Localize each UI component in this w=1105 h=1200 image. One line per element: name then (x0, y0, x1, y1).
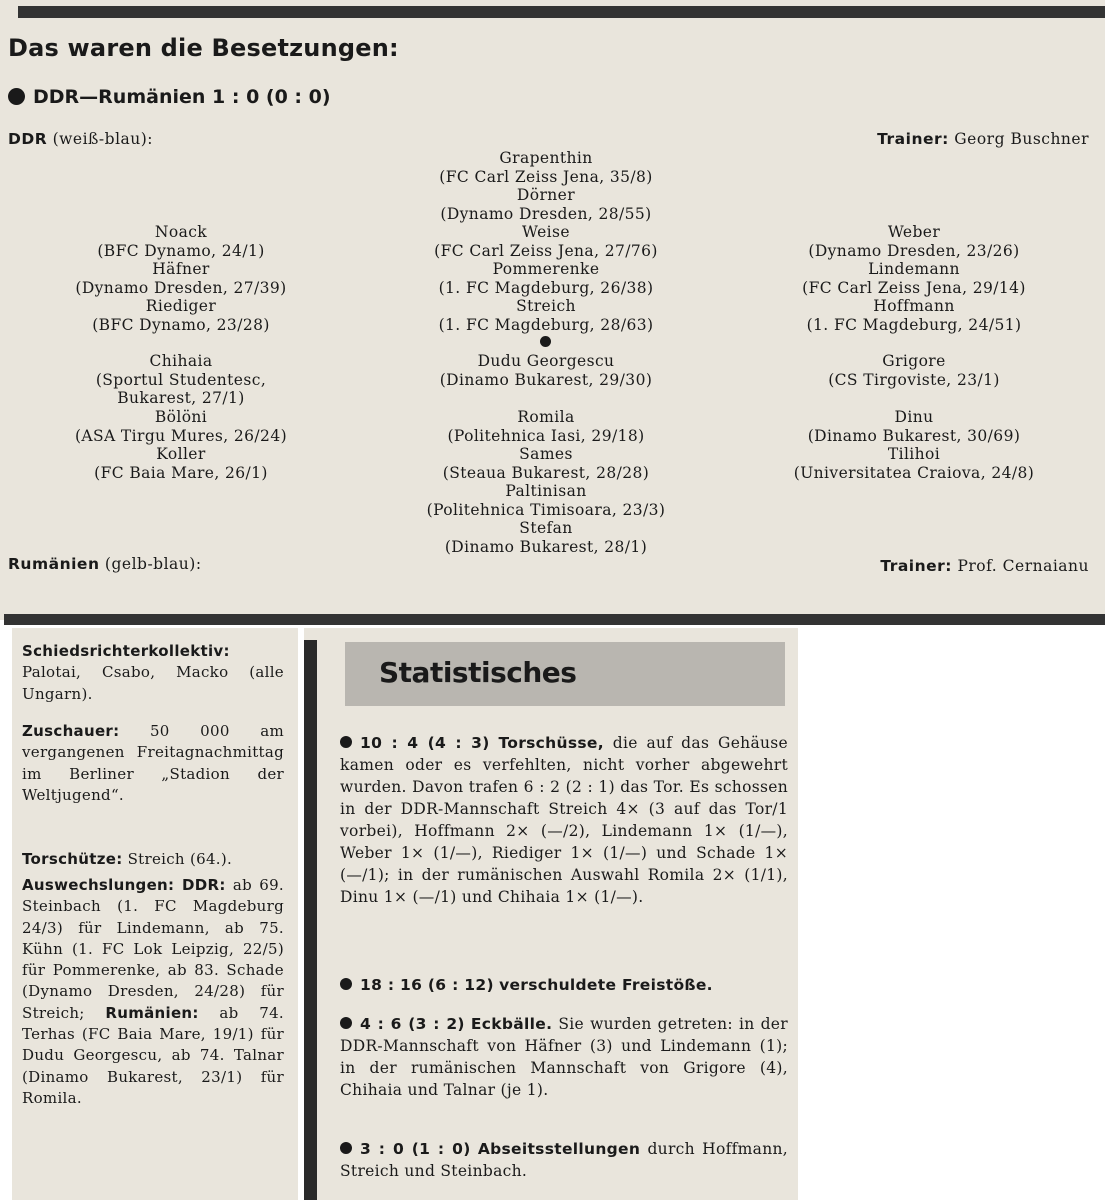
player-name: Romila (517, 408, 575, 426)
rum-trainer-label: Trainer: (880, 557, 953, 575)
player-club: (Steaua Bukarest, 28/28) (442, 463, 650, 482)
ddr-trainer (877, 130, 1089, 148)
bullet-icon (340, 1142, 352, 1154)
player-name: Lindemann (868, 260, 960, 278)
player-rum-4 (31, 408, 331, 445)
player-club: (Sportul Studentesc, (95, 370, 267, 389)
player-name: Noack (154, 223, 208, 241)
player-club: (1. FC Magdeburg, 26/38) (438, 278, 654, 297)
ball-icon (540, 336, 551, 347)
subs-rum-text: ab 74. Terhas (FC Baia Mare, 19/1) für Dudu Georgescu, ab 74. Talnar (Dinamo Bukarest, 23/1) für Romila. (22, 1003, 284, 1107)
player-name: Dudu Georgescu (477, 352, 615, 370)
player-club: (Dynamo Dresden, 23/26) (808, 241, 1020, 260)
player-name: Streich (516, 297, 576, 315)
player-name: Grapenthin (499, 149, 593, 167)
scorer-block (22, 849, 284, 870)
spectators-label: Zuschauer: (22, 722, 120, 740)
player-club: (Dynamo Dresden, 27/39) (75, 278, 287, 297)
offside-label: Abseitsstellungen (477, 1140, 641, 1158)
player-club: (ASA Tirgu Mures, 26/24) (74, 426, 288, 445)
player-club: (BFC Dynamo, 23/28) (92, 315, 270, 334)
rum-colors: (gelb-blau): (104, 555, 202, 573)
player-club: (FC Carl Zeiss Jena, 29/14) (802, 278, 1026, 297)
player-rum-1 (31, 352, 331, 408)
bullet-icon (340, 978, 352, 990)
ddr-trainer-label: Trainer: (877, 130, 949, 148)
freekicks-score: 18 : 16 (6 : 12) (360, 976, 494, 994)
referee-text: Palotai, Csabo, Macko (alle Ungarn). (22, 663, 284, 703)
rum-team-name: Rumänien (8, 555, 100, 573)
stats-corners (340, 1013, 788, 1101)
player-name: Grigore (882, 352, 946, 370)
player-club: (Politehnica Timisoara, 23/3) (426, 500, 666, 519)
player-club: (1. FC Magdeburg, 28/63) (438, 315, 654, 334)
match-score: DDR—Rumänien 1 : 0 (0 : 0) (33, 86, 331, 108)
player-rum-10 (396, 482, 696, 519)
player-ddr-5 (764, 223, 1064, 260)
player-club: (BFC Dynamo, 24/1) (97, 241, 265, 260)
player-ddr-10 (396, 297, 696, 334)
stats-title: Statistisches (379, 656, 577, 689)
ddr-colors: (weiß-blau): (52, 130, 154, 148)
stats-freekicks (340, 974, 788, 996)
player-club: (Dinamo Bukarest, 29/30) (439, 370, 653, 389)
shots-label: Torschüsse, (498, 734, 604, 752)
player-ddr-8 (764, 260, 1064, 297)
player-club-line2: Bukarest, 27/1) (117, 389, 245, 408)
player-rum-3 (764, 352, 1064, 389)
offside-text: durch Hoffmann, Streich und Steinbach. (340, 1140, 788, 1180)
corners-text: Sie wurden getreten: in der DDR-Mannschaft von Häfner (3) und Lindemann (1); in der rumänischen Mannschaft von Grigore (4), Chihaia und Talnar (je 1). (340, 1015, 788, 1099)
player-ddr-4 (396, 223, 696, 260)
player-club: (CS Tirgoviste, 23/1) (828, 370, 1000, 389)
freekicks-label: verschuldete Freistöße. (499, 976, 713, 994)
player-name: Pommerenke (492, 260, 600, 278)
player-ddr-6 (31, 260, 331, 297)
top-rule (18, 6, 1105, 18)
corners-label: Eckbälle. (470, 1015, 553, 1033)
player-ddr-11 (764, 297, 1064, 334)
match-result (8, 86, 331, 108)
player-rum-7 (31, 445, 331, 482)
player-name: Weber (887, 223, 941, 241)
player-rum-5 (396, 408, 696, 445)
bullet-icon (8, 88, 25, 105)
rum-trainer-name: Prof. Cernaianu (957, 557, 1089, 575)
subs-label: Auswechslungen: DDR: (22, 876, 226, 894)
corners-score: 4 : 6 (3 : 2) (360, 1015, 465, 1033)
ddr-team-name: DDR (8, 130, 48, 148)
player-name: Weise (522, 223, 570, 241)
player-name: Häfner (152, 260, 210, 278)
player-name: Riediger (145, 297, 217, 315)
ddr-label (8, 130, 153, 148)
rum-trainer (880, 557, 1089, 575)
player-name: Hoffmann (873, 297, 955, 315)
player-rum-8 (396, 445, 696, 482)
subs-text: ab 69. Steinbach (1. FC Magdeburg 24/3) für Lindemann, ab 75. Kühn (1. FC Lok Leipzig, 22/5) für Pommerenke, ab 83. Schade (Dynamo Dresden, 24/28) für Streich; (22, 876, 284, 1022)
player-club: (FC Baia Mare, 26/1) (94, 463, 268, 482)
subs-block (22, 875, 284, 1109)
player-club: (Universitatea Craiova, 24/8) (793, 463, 1035, 482)
player-name: Chihaia (149, 352, 213, 370)
player-club: (Dinamo Bukarest, 28/1) (444, 537, 648, 556)
offside-score: 3 : 0 (1 : 0) (360, 1140, 471, 1158)
spectators-block (22, 721, 284, 806)
player-ddr-3 (31, 223, 331, 260)
player-rum-6 (764, 408, 1064, 445)
player-name: Koller (156, 445, 206, 463)
referee-block (22, 641, 284, 705)
player-ddr-7 (396, 260, 696, 297)
player-name: Tilihoi (887, 445, 941, 463)
spectators-text: 50 000 am vergangenen Freitagnachmittag im Berliner „Stadion der Weltjugend“. (22, 722, 284, 804)
column-divider (304, 640, 317, 1200)
stats-offside (340, 1138, 788, 1182)
player-name: Stefan (519, 519, 573, 537)
bullet-icon (340, 736, 352, 748)
scorer-text: Streich (64.). (127, 850, 233, 868)
shots-score: 10 : 4 (4 : 3) (360, 734, 490, 752)
bullet-icon (340, 1017, 352, 1029)
shots-text: die auf das Gehäuse kamen oder es verfehlten, nicht vorher abgewehrt wurden. Davon trafen 6 : 2 (2 : 1) das Tor. Es schossen in der DDR-Mannschaft Streich 4× (3 auf das Tor/1 vorbei), Hoffmann 2× (—/2), Lindemann 1× (1/—), Weber 1× (1/—), Riediger 1× (1/—) und Schade 1× (—/1); in der rumänischen Auswahl Romila 2× (1/1), Dinu 1× (—/1) und Chihaia 1× (1/—). (340, 734, 789, 906)
referee-label: Schiedsrichterkollektiv: (22, 642, 230, 660)
player-ddr-1 (396, 149, 696, 186)
subs-rum-label: Rumänien: (105, 1003, 199, 1022)
player-club: (1. FC Magdeburg, 24/51) (806, 315, 1022, 334)
scorer-label: Torschütze: (22, 850, 123, 868)
player-club: (FC Carl Zeiss Jena, 35/8) (439, 167, 653, 186)
player-club: (Dynamo Dresden, 28/55) (440, 204, 652, 223)
page-heading: Das waren die Besetzungen: (8, 34, 399, 62)
player-name: Dörner (516, 186, 576, 204)
player-rum-9 (764, 445, 1064, 482)
rum-label (8, 555, 202, 573)
ddr-trainer-name: Georg Buschner (954, 130, 1089, 148)
player-ddr-2 (396, 186, 696, 223)
player-ddr-9 (31, 297, 331, 334)
stats-shots (340, 732, 788, 908)
player-rum-11 (396, 519, 696, 556)
player-name: Sames (519, 445, 573, 463)
player-club: (Politehnica Iasi, 29/18) (447, 426, 645, 445)
player-club: (Dinamo Bukarest, 30/69) (807, 426, 1021, 445)
stats-column (304, 628, 798, 1200)
player-name: Bölöni (154, 408, 208, 426)
middle-rule (4, 614, 1105, 625)
player-club: (FC Carl Zeiss Jena, 27/76) (434, 241, 658, 260)
player-name: Paltinisan (505, 482, 587, 500)
player-name: Dinu (894, 408, 934, 426)
player-rum-2 (396, 352, 696, 389)
